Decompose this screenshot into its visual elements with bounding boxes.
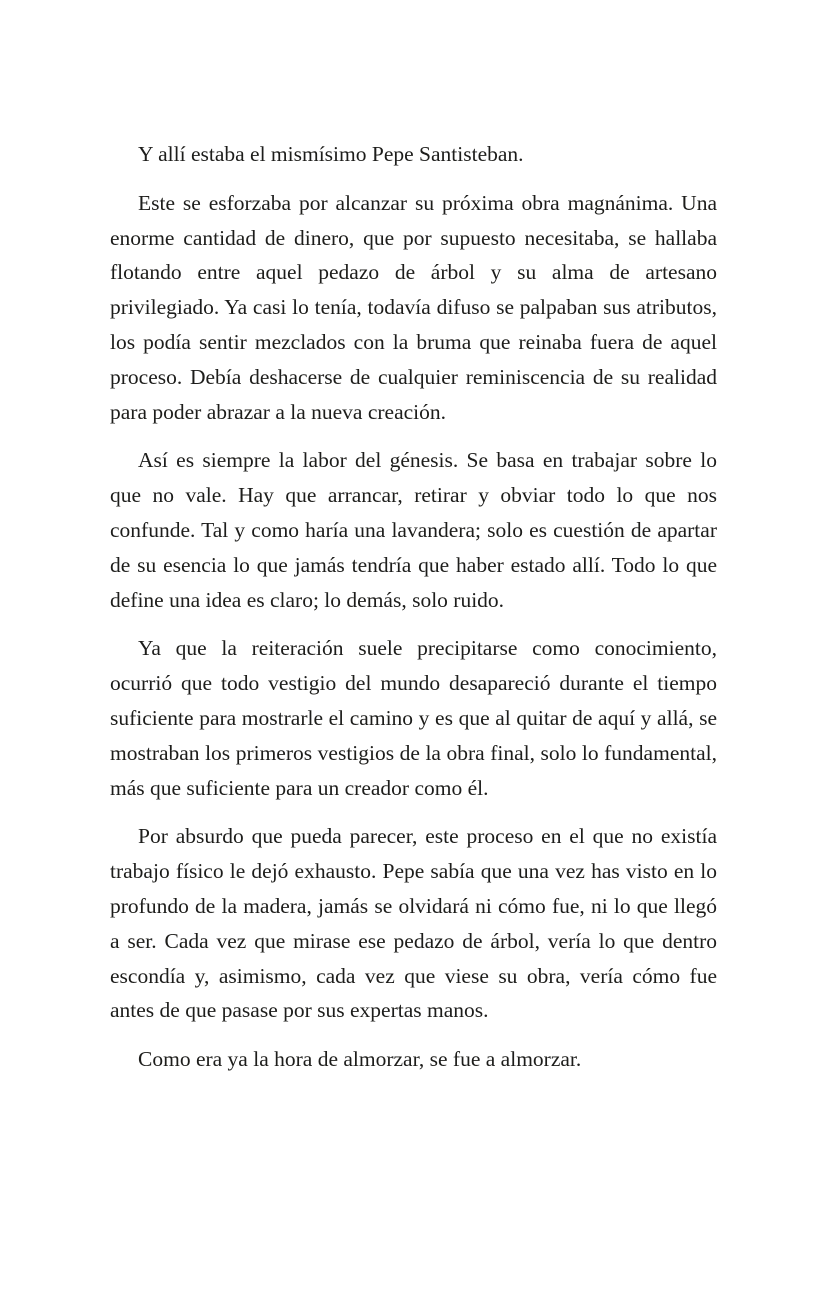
paragraph: Este se esforzaba por alcanzar su próxima obra magnánima. Una enorme cantidad de dinero, que por supuesto necesitaba, se hallaba flotando entre aquel pedazo de árbol y su alma de artesano privilegiado. Ya casi lo tenía, todavía difuso se palpaban sus atributos, los podía sentir mezclados con la bruma que reinaba fuera de aquel proceso. Debía deshacerse de cualquier reminiscencia de su realidad para poder abrazar a la nueva creación. [110, 190, 717, 424]
paragraph: Y allí estaba el mismísimo Pepe Santisteban. [138, 142, 524, 166]
paragraph: Ya que la reiteración suele precipitarse como conocimiento, ocurrió que todo vestigio del mundo desapareció durante el tiempo suficiente para mostrarle el camino y es que al quitar de aquí y allá, se mostraban los primeros vestigios de la obra final, solo lo fundamental, más que suficiente para un creador como él. [110, 636, 717, 800]
text-column [110, 137, 717, 1077]
paragraph: Como era ya la hora de almorzar, se fue a almorzar. [138, 1047, 582, 1072]
paragraph: Así es siempre la labor del génesis. Se basa en trabajar sobre lo que no vale. Hay que arrancar, retirar y obviar todo lo que nos confunde. Tal y como haría una lavandera; solo es cuestión de apartar de su esencia lo que jamás tendría que haber estado allí. Todo lo que define una idea es claro; lo demás, solo ruido. [110, 448, 717, 612]
paragraph: Por absurdo que pueda parecer, este proceso en el que no existía trabajo físico le dejó exhausto. Pepe sabía que una vez has visto en lo profundo de la madera, jamás se olvidará ni cómo fue, ni lo que llegó a ser. Cada vez que mirase ese pedazo de árbol, vería lo que dentro escondía y, asimismo, cada vez que viese su obra, vería cómo fue antes de que pasase por sus expertas manos. [110, 824, 717, 1023]
